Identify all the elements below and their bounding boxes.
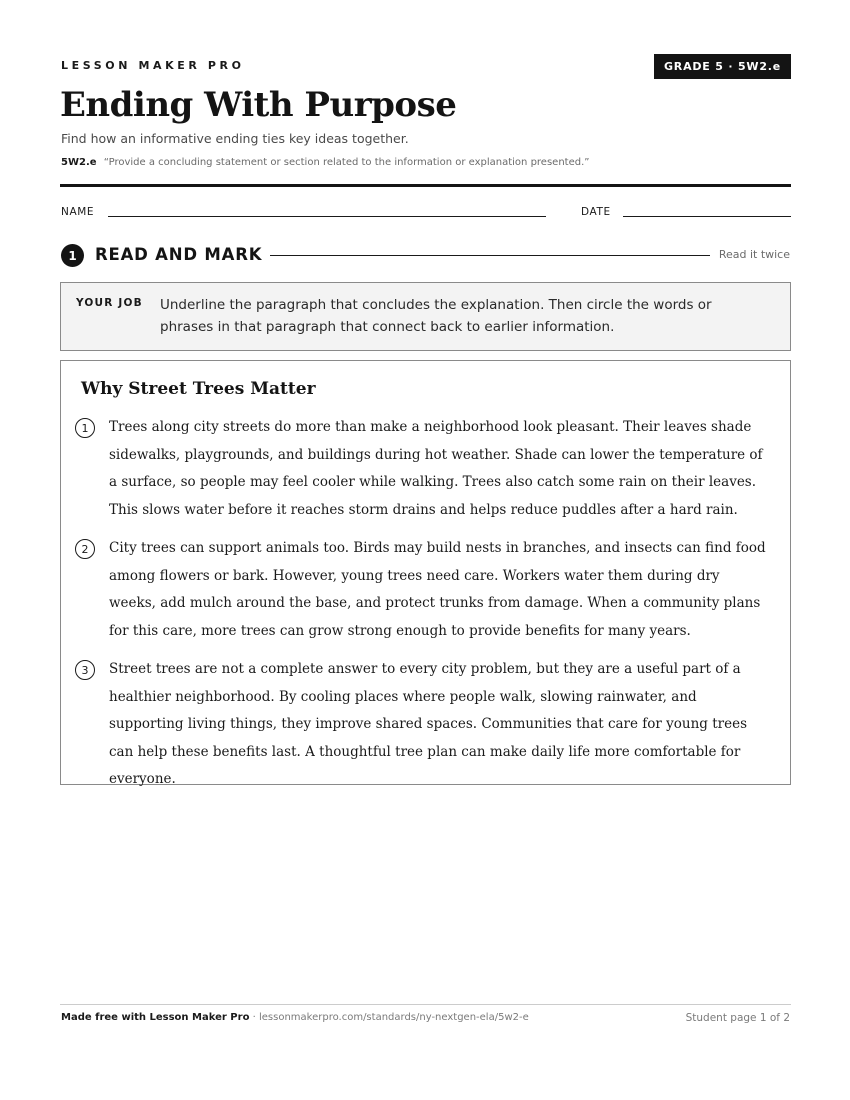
paragraph-text: Trees along city streets do more than make a neighborhood look pleasant. Their leaves shade sidewalks, playgrounds, and buildings during hot weather. Shade can lower the temperature of a surface, so people may feel cooler while walking. Trees also catch some rain on their leaves. This slows water before it reaches storm drains and helps reduce puddles after a hard rain. bbox=[109, 419, 763, 518]
header-divider bbox=[60, 184, 791, 187]
page-subtitle: Find how an informative ending ties key ideas together. bbox=[61, 131, 409, 146]
footer-divider bbox=[60, 1004, 791, 1005]
date-field-line[interactable] bbox=[623, 216, 791, 217]
brand-name: LESSON MAKER PRO bbox=[61, 59, 245, 72]
section-divider bbox=[270, 255, 710, 256]
standard-line bbox=[61, 157, 589, 168]
page-title: Ending With Purpose bbox=[60, 85, 457, 125]
name-field-line[interactable] bbox=[108, 216, 546, 217]
standard-code: 5W2.e bbox=[61, 157, 97, 168]
paragraph-number-badge: 2 bbox=[75, 539, 95, 559]
your-job-text: Underline the paragraph that concludes the explanation. Then circle the words or phrases in that paragraph that connect back to earlier information. bbox=[160, 297, 712, 335]
footer-made-with: Made free with Lesson Maker Pro bbox=[61, 1012, 250, 1023]
your-job-box bbox=[60, 282, 791, 351]
section-number-badge: 1 bbox=[61, 244, 84, 267]
grade-badge: GRADE 5 · 5W2.e bbox=[654, 54, 791, 79]
date-label: DATE bbox=[581, 206, 611, 218]
section-hint: Read it twice bbox=[718, 248, 790, 261]
paragraph-text: City trees can support animals too. Birds may build nests in branches, and insects can find food among flowers or bark. However, young trees need care. Workers water them during dry weeks, add mulch around the base, and protect trunks from damage. When a community plans for this care, more trees can grow strong enough to provide benefits for many years. bbox=[109, 540, 766, 639]
footer-credit bbox=[61, 1012, 529, 1023]
footer-page-number: Student page 1 of 2 bbox=[685, 1012, 790, 1024]
footer-link[interactable]: · lessonmakerpro.com/standards/ny-nextgen-ela/5w2-e bbox=[249, 1012, 529, 1023]
paragraph-number-badge: 1 bbox=[75, 418, 95, 438]
name-label: NAME bbox=[61, 206, 95, 218]
section-title: READ AND MARK bbox=[95, 245, 263, 264]
paragraph-text: Street trees are not a complete answer to every city problem, but they are a useful part of a healthier neighborhood. By cooling places where people walk, slowing rainwater, and supporting living things, they improve shared spaces. Communities that care for young trees can help these benefits last. A thoughtful tree plan can make daily life more comfortable for everyone. bbox=[109, 661, 748, 787]
your-job-label: YOUR JOB bbox=[76, 297, 143, 309]
passage-title: Why Street Trees Matter bbox=[81, 379, 316, 399]
passage-box bbox=[60, 360, 791, 785]
standard-text: “Provide a concluding statement or section related to the information or explanation presented.” bbox=[103, 157, 590, 168]
paragraph-number-badge: 3 bbox=[75, 660, 95, 680]
